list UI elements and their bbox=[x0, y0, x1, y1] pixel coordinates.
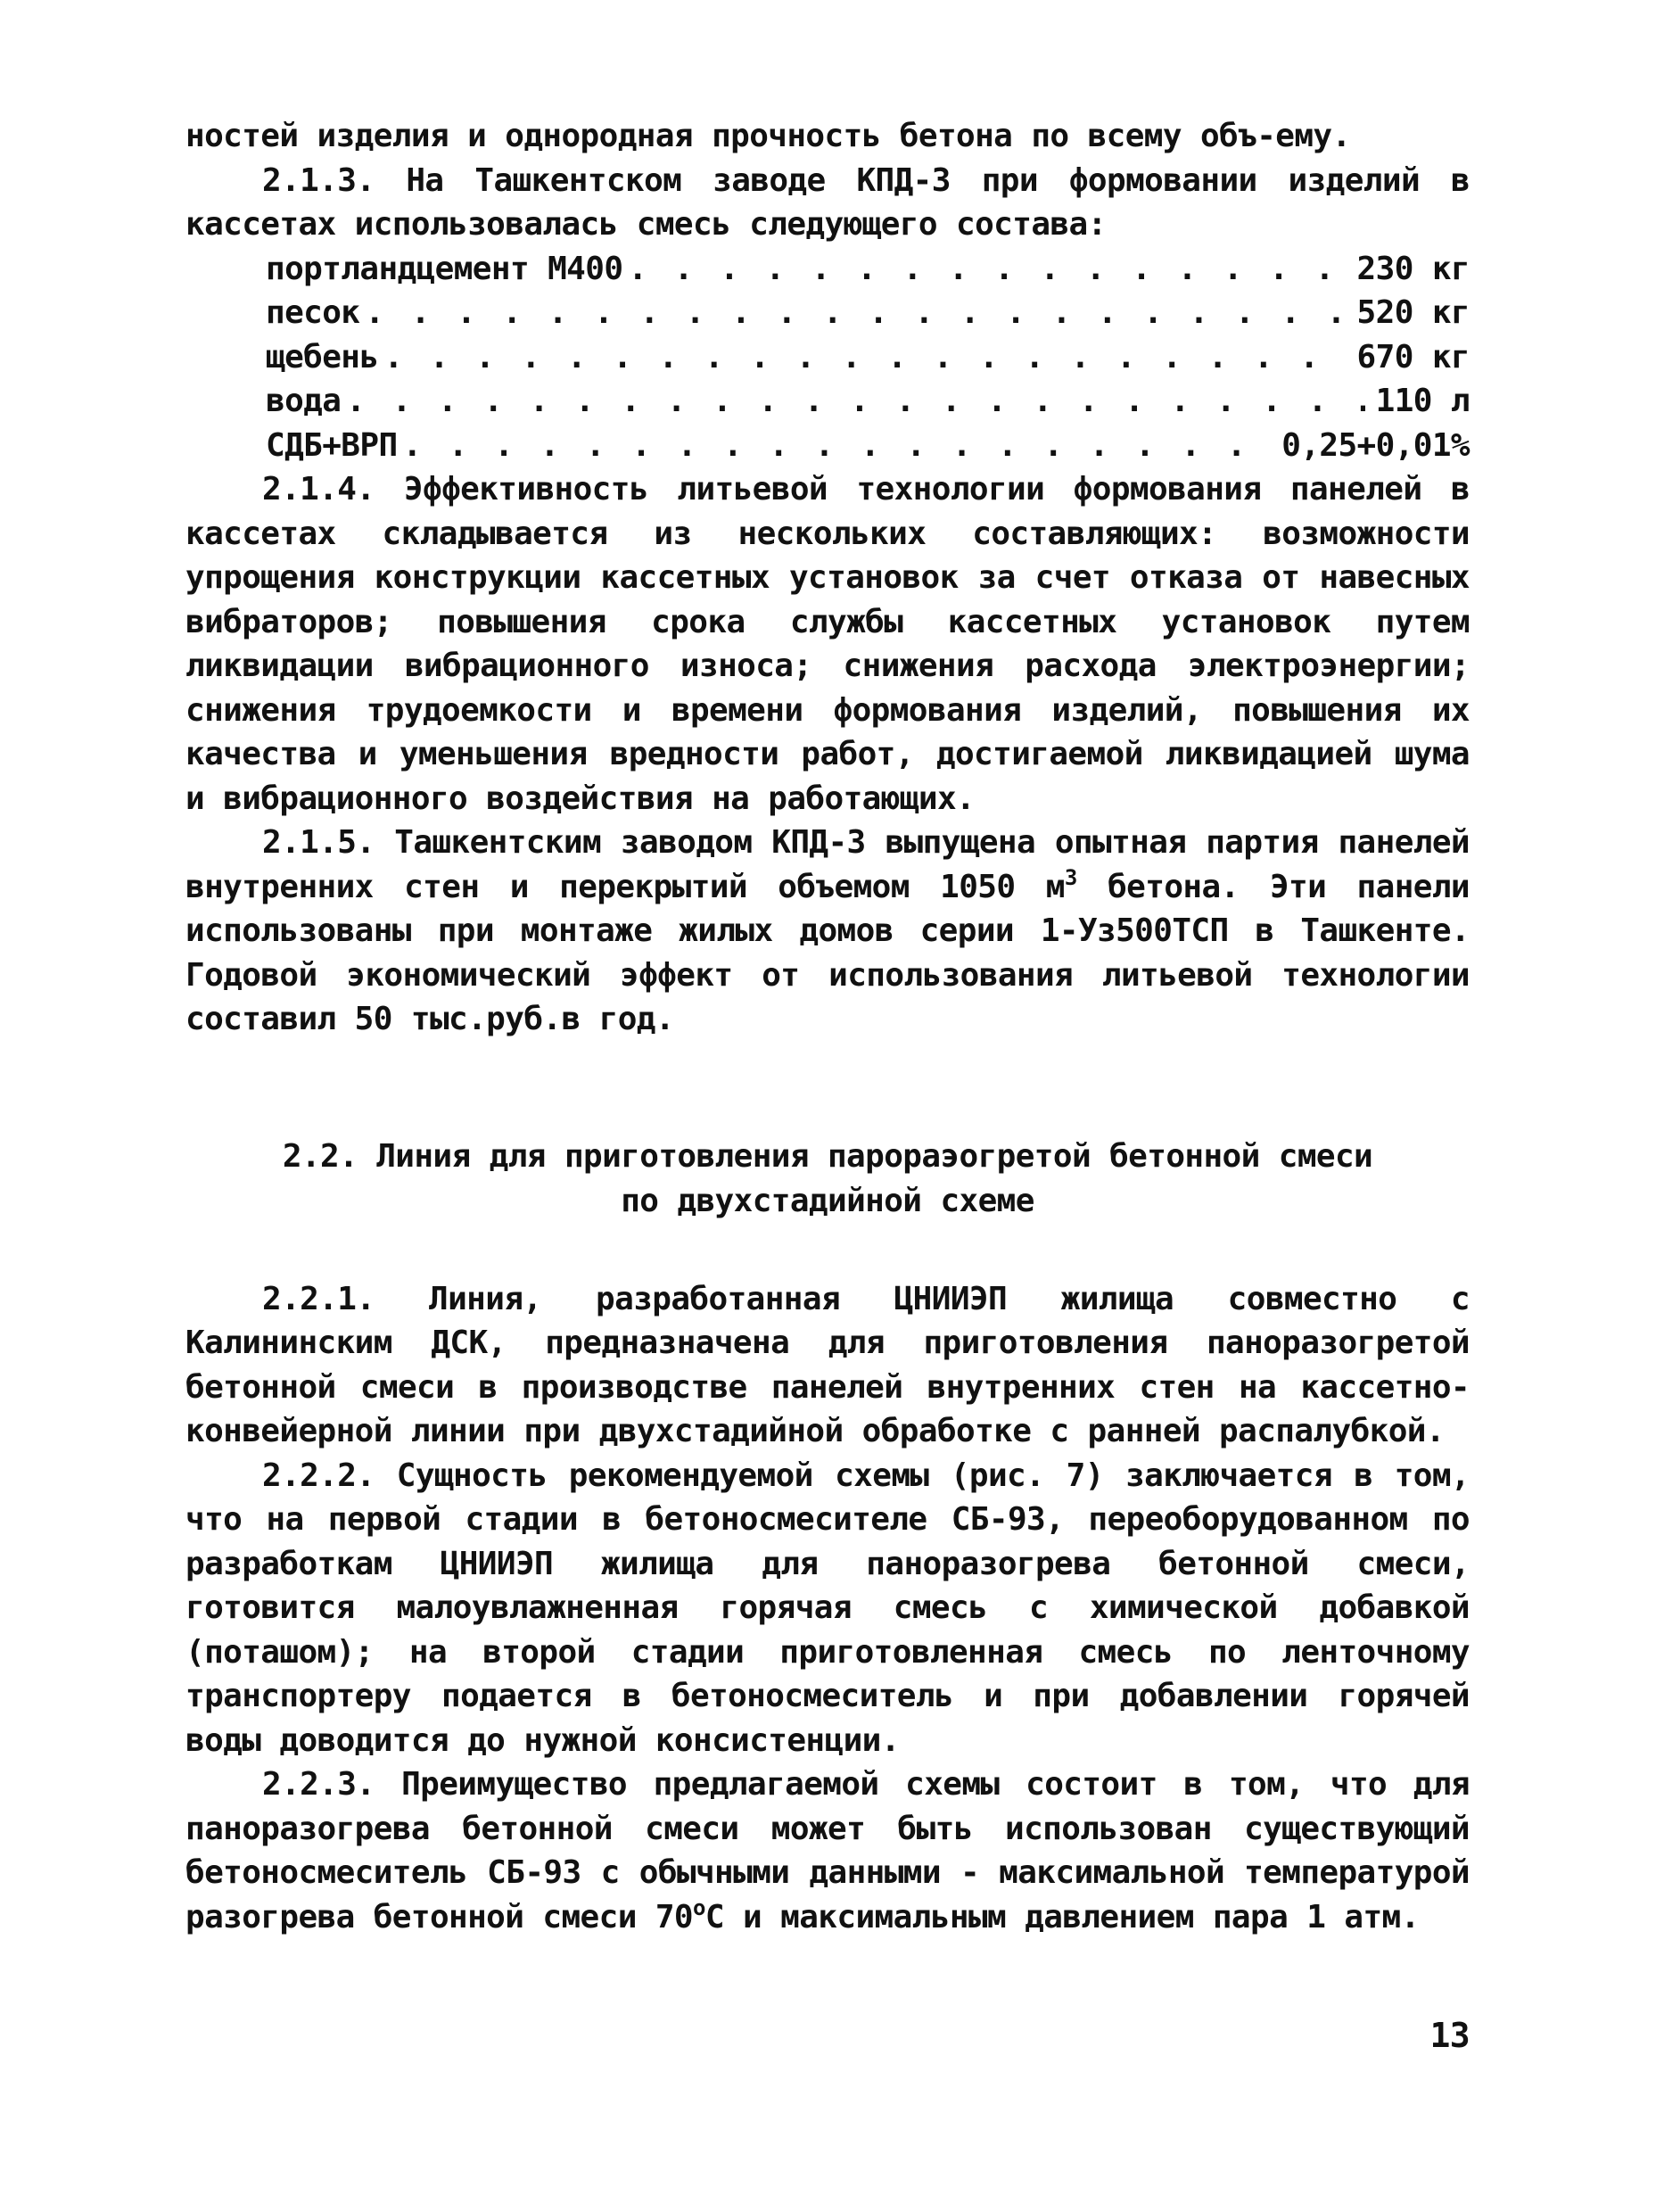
paragraph-2-1-5 bbox=[185, 821, 1470, 1042]
paragraph-2-1-5-part-b: бетона. Эти панели использованы при монтаже жилых домов серии 1-Уз500ТСП в Ташкенте. Годовой экономический эффект от использования литьевой технологии составил 50 тыс.руб.в год. bbox=[185, 868, 1470, 1037]
recipe-row-additive bbox=[266, 424, 1470, 468]
dot-leader bbox=[346, 379, 1364, 424]
paragraph-2-2-1: 2.2.1. Линия, разработанная ЦНИИЭП жилища совместно с Калининским ДСК, предназначена для приготовления паноразогретой бетонной смеси в производстве панелей внутренних стен на кассетно-конвейерной линии при двухстадийной обработке с ранней распалубкой. bbox=[185, 1280, 1470, 1449]
page-number: 13 bbox=[1429, 2016, 1470, 2055]
paragraph-intro: ностей изделия и однородная прочность бетона по всему объ-ему. bbox=[185, 118, 1351, 154]
paragraph-2-2-3-part-a: 2.2.3. Преимущество предлагаемой схемы состоит в том, что для паноразогрева бетонной смеси может быть использован существующий бетоносмеситель СБ-93 с обычными данными - максимальной температурой разогрева бетонной смеси 70 bbox=[185, 1766, 1470, 1936]
paragraph-2-1-3: 2.1.3. На Ташкентском заводе КПД-3 при формовании изделий в кассетах использовалась смесь следующего состава: bbox=[185, 161, 1470, 243]
document-page bbox=[185, 114, 1470, 2166]
recipe-row-gravel bbox=[266, 335, 1470, 380]
paragraph-2-1-4: 2.1.4. Эффективность литьевой технологии формования панелей в кассетах складывается из нескольких составляющих: возможности упрощения конструкции кассетных установок за счет отказа от навесных вибраторов; повышения срока службы кассетных установок путем ликвидации вибрационного износа; снижения расхода электроэнергии; снижения трудоемкости и времени формования изделий, повышения их качества и уменьшения вредности работ, достигаемой ликвидацией шума и вибрационного воздействия на работающих. bbox=[185, 471, 1470, 817]
dot-leader bbox=[365, 291, 1346, 335]
degree-superscript: о bbox=[693, 1894, 705, 1920]
paragraph-2-2-3 bbox=[185, 1762, 1470, 1939]
mix-composition-list bbox=[185, 247, 1470, 468]
dot-leader bbox=[628, 247, 1346, 292]
recipe-item-name: вода bbox=[266, 383, 342, 419]
cubic-superscript: 3 bbox=[1064, 864, 1077, 890]
paragraph-2-1-5-part-a: 2.1.5. Ташкентским заводом КПД-3 выпущена опытная партия панелей внутренних стен и перекрытий объемом 1050 м bbox=[185, 824, 1470, 905]
recipe-item-value: 520 кг bbox=[1356, 294, 1470, 331]
recipe-row-cement bbox=[266, 247, 1470, 292]
section-heading-2-2 bbox=[185, 1135, 1470, 1224]
recipe-item-name: портландцемент М400 bbox=[266, 250, 623, 287]
recipe-item-name: СДБ+ВРП bbox=[266, 426, 398, 464]
recipe-item-value: 0,25+0,01% bbox=[1281, 426, 1470, 464]
dot-leader bbox=[403, 424, 1272, 468]
recipe-row-sand bbox=[266, 291, 1470, 335]
recipe-item-value: 670 кг bbox=[1356, 338, 1470, 376]
paragraph-2-2-3-part-b: С и максимальным давлением пара 1 атм. bbox=[704, 1898, 1420, 1936]
paragraph-2-2-2: 2.2.2. Сущность рекомендуемой схемы (рис. 7) заключается в том, что на первой стадии в бетоносмесителе СБ-93, переоборудованном по разработкам ЦНИИЭП жилища для паноразогрева бетонной смеси, готовится малоувлажненная горячая смесь с химической добавкой (поташом); на второй стадии приготовленная смесь по ленточному транспортеру подается в бетоносмеситель и при добавлении горячей воды доводится до нужной консистенции. bbox=[185, 1457, 1470, 1759]
section-heading-line-1: 2.2. Линия для приготовления парораэогретой бетонной смеси bbox=[282, 1137, 1373, 1175]
recipe-item-value: 230 кг bbox=[1356, 250, 1470, 287]
recipe-item-value: 110 л bbox=[1375, 383, 1470, 419]
recipe-row-water bbox=[266, 379, 1470, 424]
dot-leader bbox=[383, 335, 1346, 380]
recipe-item-name: щебень bbox=[266, 338, 379, 376]
section-heading-line-2: по двухстадийной схеме bbox=[621, 1182, 1034, 1219]
recipe-item-name: песок bbox=[266, 294, 360, 331]
